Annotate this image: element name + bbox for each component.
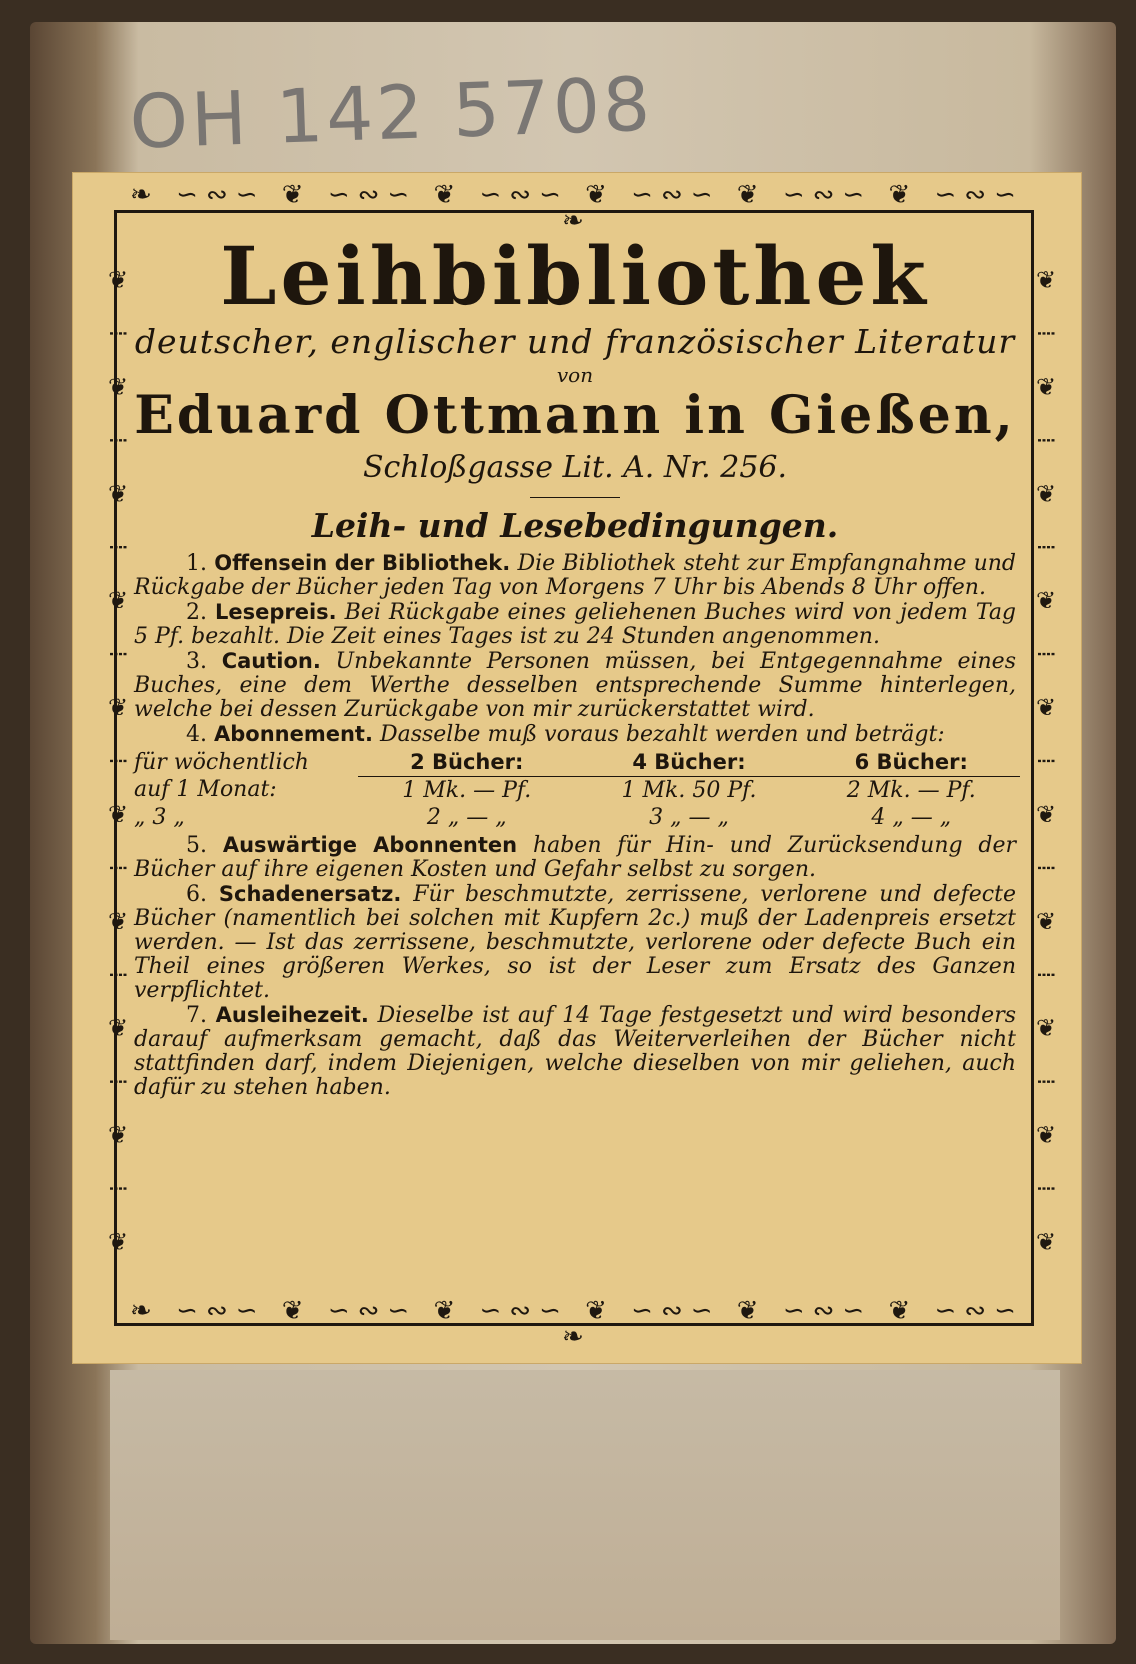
- rule-paragraph: [130, 882, 1020, 1003]
- top-ornament-border: ❧ ∽∾∽ ❦ ∽∾∽ ❦ ∽∾∽ ❦ ∽∾∽ ❦ ∽∾∽ ❦ ∽∾∽ ❧: [130, 180, 1024, 236]
- rule-paragraph: [130, 649, 1020, 722]
- price-cell: 2 „ — „: [426, 804, 507, 830]
- price-header: 6 Bücher:: [803, 749, 1021, 776]
- rule-number: 1.: [186, 551, 207, 576]
- rule-paragraph: [130, 722, 1020, 747]
- price-cell: 3 „ — „: [649, 804, 729, 830]
- rule-lead: Lesepreis.: [214, 600, 337, 624]
- rule-number: 6.: [186, 881, 207, 907]
- library-label: [72, 172, 1082, 1364]
- price-cell: 2 Mk. — Pf.: [846, 777, 976, 803]
- rule-text: Bei Rückgabe eines geliehenen Buches wird von jedem Tag 5 Pf. bezahlt. Die Zeit eines Tages ist zu 24 Stunden angenommen.: [134, 600, 1017, 649]
- price-header: 4 Bücher:: [575, 749, 802, 776]
- rule-text: Dasselbe muß voraus bezahlt werden und beträgt:: [379, 722, 945, 747]
- price-cell: 1 Mk. — Pf.: [402, 777, 532, 803]
- price-row: [130, 804, 1020, 831]
- rule-number: 3.: [186, 649, 207, 674]
- price-row: [130, 776, 1020, 804]
- conditions-heading: Leih- und Lesebedingungen.: [311, 506, 839, 545]
- label-von: von: [556, 363, 594, 387]
- rule-text: haben für Hin- und Zurücksendung der Bücher auf ihre eigenen Kosten und Gefahr selbst zu sorgen.: [134, 832, 1016, 882]
- board-lower-area: [110, 1370, 1060, 1640]
- rule-lead: Caution.: [221, 649, 321, 673]
- price-cell: 1 Mk. 50 Pf.: [621, 777, 757, 803]
- price-table: [130, 749, 1020, 831]
- rule-lead: Offensein der Bibliothek.: [214, 551, 511, 575]
- label-content: [130, 228, 1020, 1100]
- label-title: Leihbibliothek: [220, 229, 930, 323]
- rule-number: 4.: [186, 722, 207, 747]
- left-ornament-border: ❦ ⁞ ❦ ⁞ ❦ ⁞ ❦ ⁞ ❦ ⁞ ❦ ⁞ ❦ ⁞ ❦ ⁞ ❦ ⁞ ❦: [104, 266, 132, 1270]
- rule-text: Die Bibliothek steht zur Empfangnahme und Rückgabe der Bücher jeden Tag von Morgens 7 Uhr bis Abends 8 Uhr offen.: [134, 551, 1017, 600]
- rule-text: Dieselbe ist auf 14 Tage festgesetzt und wird besonders darauf aufmerksam gemacht, daß das Weiterverleihen der Bücher nicht stattfinden darf, indem Diejenigen, welche dieselben von mir geliehen, auch dafür zu stehen haben.: [134, 1002, 1017, 1100]
- rule-paragraph: [130, 1003, 1020, 1100]
- pencil-shelfmark: OH 142 5708: [128, 61, 655, 166]
- rule-paragraph: [130, 600, 1020, 649]
- price-row-label: „ 3 „: [134, 804, 185, 830]
- bottom-ornament-border: ❧ ∽∾∽ ❦ ∽∾∽ ❦ ∽∾∽ ❦ ∽∾∽ ❦ ∽∾∽ ❦ ∽∾∽ ❧: [130, 1296, 1024, 1352]
- rule-number: 5.: [186, 832, 207, 858]
- price-header: 2 Bücher:: [358, 749, 575, 776]
- rule-lead: Schadenersatz.: [218, 881, 402, 906]
- label-subtitle: deutscher, englischer und französischer Literatur: [134, 322, 1016, 361]
- divider: [530, 497, 620, 498]
- label-address: Schloßgasse Lit. A. Nr. 256.: [362, 450, 788, 485]
- rule-number: 7.: [186, 1002, 207, 1028]
- price-header-row: [130, 749, 1020, 776]
- rule-paragraph: [130, 833, 1020, 882]
- right-ornament-border: ❦ ⁞ ❦ ⁞ ❦ ⁞ ❦ ⁞ ❦ ⁞ ❦ ⁞ ❦ ⁞ ❦ ⁞ ❦ ⁞ ❦: [1032, 266, 1060, 1270]
- rule-text: Unbekannte Personen müssen, bei Entgegennahme eines Buches, eine dem Werthe desselben entsprechende Summe hinterlegen, welche bei dessen Zurückgabe von mir zurückerstattet wird.: [134, 649, 1016, 722]
- price-row-label: auf 1 Monat:: [134, 777, 277, 802]
- rule-paragraph: [130, 551, 1020, 600]
- label-owner: Eduard Ottmann in Gießen,: [134, 385, 1016, 446]
- rule-lead: Ausleihezeit.: [215, 1002, 369, 1027]
- rule-number: 2.: [186, 600, 207, 625]
- price-cell: 4 „ — „: [871, 804, 952, 830]
- price-row-label: für wöchentlich: [134, 750, 309, 775]
- rule-lead: Auswärtige Abonnenten: [222, 832, 518, 857]
- rule-text: Für beschmutzte, zerrissene, verlorene und defecte Bücher (namentlich bei solchen mit Kupfern 2c.) muß der Ladenpreis ersetzt werden. — Ist das zerrissene, beschmutzte, verlorene oder defecte Buch ein Theil eines größeren Werkes, so ist der Leser zum Ersatz des Ganzen verpflichtet.: [134, 881, 1016, 1003]
- rule-lead: Abonnement.: [214, 722, 373, 746]
